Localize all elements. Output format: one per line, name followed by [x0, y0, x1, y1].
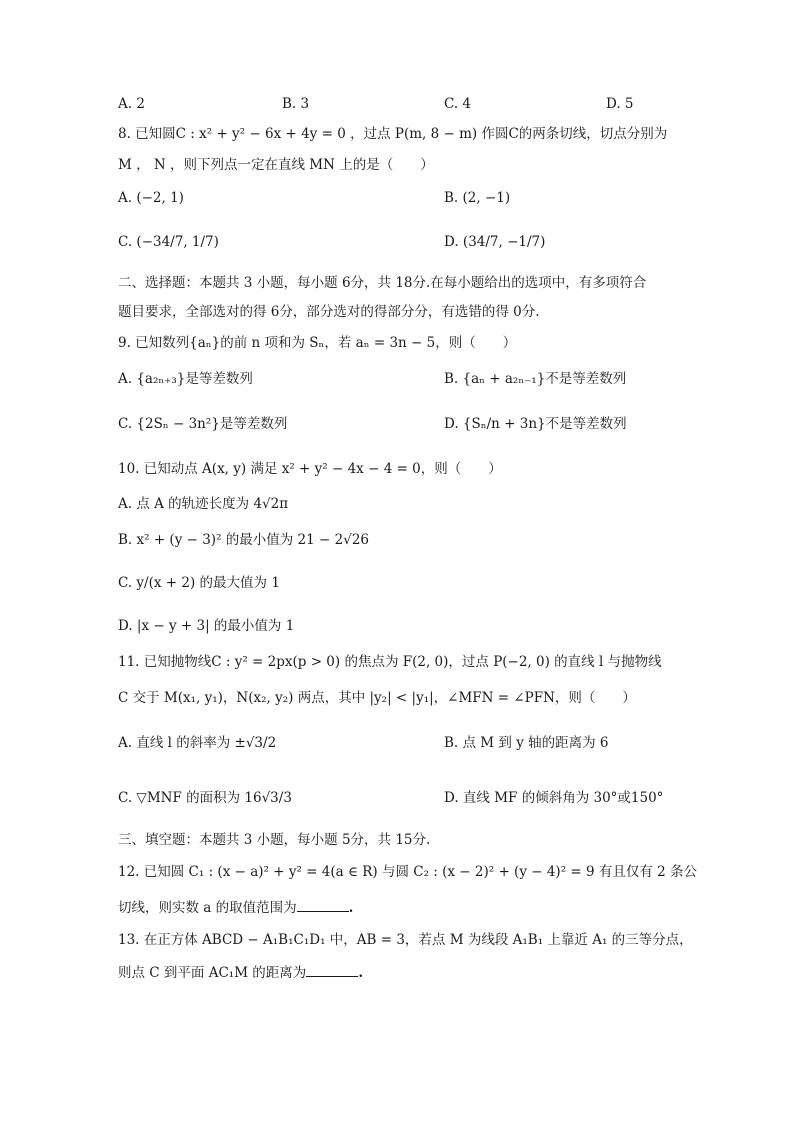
q12-stem-line1: 12. 已知圆 C₁ : (x − a)² + y² = 4(a ∈ R) 与圆 C₂ : (x − 2)² + (y − 4)² = 9 有且仅有 2 条公	[118, 864, 698, 880]
q13-end: .	[358, 965, 364, 981]
section3-heading: 三、填空题：本题共 3 小题，每小题 5分，共 15分.	[118, 832, 431, 848]
q8-option-a: A. (−2, 1)	[118, 190, 184, 206]
q9-option-a: A. {a₂ₙ₊₃}是等差数列	[118, 371, 253, 387]
section2-heading-line1: 二、选择题：本题共 3 小题，每小题 6分，共 18分.在每小题给出的选项中，有多项符合	[118, 275, 647, 291]
q12-answer-blank	[297, 897, 349, 912]
q11-stem-line1: 11. 已知抛物线C : y² = 2px(p > 0) 的焦点为 F(2, 0)，过点 P(−2, 0) 的直线 l 与抛物线	[118, 654, 662, 670]
q13-stem-line1: 13. 在正方体 ABCD − A₁B₁C₁D₁ 中，AB = 3，若点 M 为线段 A₁B₁ 上靠近 A₁ 的三等分点，	[118, 932, 693, 948]
q12-line2-text: 切线，则实数 a 的取值范围为	[118, 900, 297, 916]
q7-option-c: C. 4	[444, 96, 472, 112]
q12-end: .	[348, 900, 354, 916]
q10-option-b: B. x² + (y − 3)² 的最小值为 21 − 2√26	[118, 532, 370, 548]
q13-stem-line2	[118, 962, 363, 983]
q8-stem-line2: M ， N ，则下列点一定在直线 MN 上的是（ ）	[118, 157, 434, 173]
q10-option-a: A. 点 A 的轨迹长度为 4√2π	[118, 496, 289, 512]
q11-option-d: D. 直线 MF 的倾斜角为 30°或150°	[444, 790, 664, 806]
q8-stem-line1: 8. 已知圆C : x² + y² − 6x + 4y = 0 ，过点 P(m, 8 − m) 作圆C的两条切线，切点分别为	[118, 126, 668, 142]
q9-stem: 9. 已知数列{aₙ}的前 n 项和为 Sₙ，若 aₙ = 3n − 5，则（ ）	[118, 335, 517, 351]
q11-option-a: A. 直线 l 的斜率为 ±√3/2	[118, 735, 277, 751]
q12-stem-line2	[118, 897, 353, 918]
q9-option-c: C. {2Sₙ − 3n²}是等差数列	[118, 416, 288, 432]
q7-option-d: D. 5	[606, 96, 634, 112]
q8-option-c: C. (−34/7, 1/7)	[118, 234, 219, 250]
q9-option-b: B. {aₙ + a₂ₙ₋₁}不是等差数列	[444, 371, 627, 387]
q9-option-d: D. {Sₙ/n + 3n}不是等差数列	[444, 416, 627, 432]
q10-option-d: D. |x − y + 3| 的最小值为 1	[118, 618, 295, 634]
q13-answer-blank	[306, 962, 358, 977]
q10-option-c: C. y/(x + 2) 的最大值为 1	[118, 575, 280, 591]
q7-option-b: B. 3	[282, 96, 310, 112]
q8-option-b: B. (2, −1)	[444, 190, 511, 206]
q7-option-a: A. 2	[118, 96, 145, 112]
section2-heading-line2: 题目要求，全部选对的得 6分，部分选对的得部分分，有选错的得 0分.	[118, 304, 540, 320]
q11-stem-line2: C 交于 M(x₁, y₁)，N(x₂, y₂) 两点，其中 |y₂| < |y₁|，∠MFN = ∠PFN，则（ ）	[118, 690, 636, 706]
q8-option-d: D. (34/7, −1/7)	[444, 234, 546, 250]
q10-stem: 10. 已知动点 A(x, y) 满足 x² + y² − 4x − 4 = 0，则（ ）	[118, 461, 502, 477]
q13-line2-text: 则点 C 到平面 AC₁M 的距离为	[118, 965, 307, 981]
q11-option-b: B. 点 M 到 y 轴的距离为 6	[444, 735, 609, 751]
q11-option-c: C. ▽MNF 的面积为 16√3/3	[118, 790, 292, 806]
